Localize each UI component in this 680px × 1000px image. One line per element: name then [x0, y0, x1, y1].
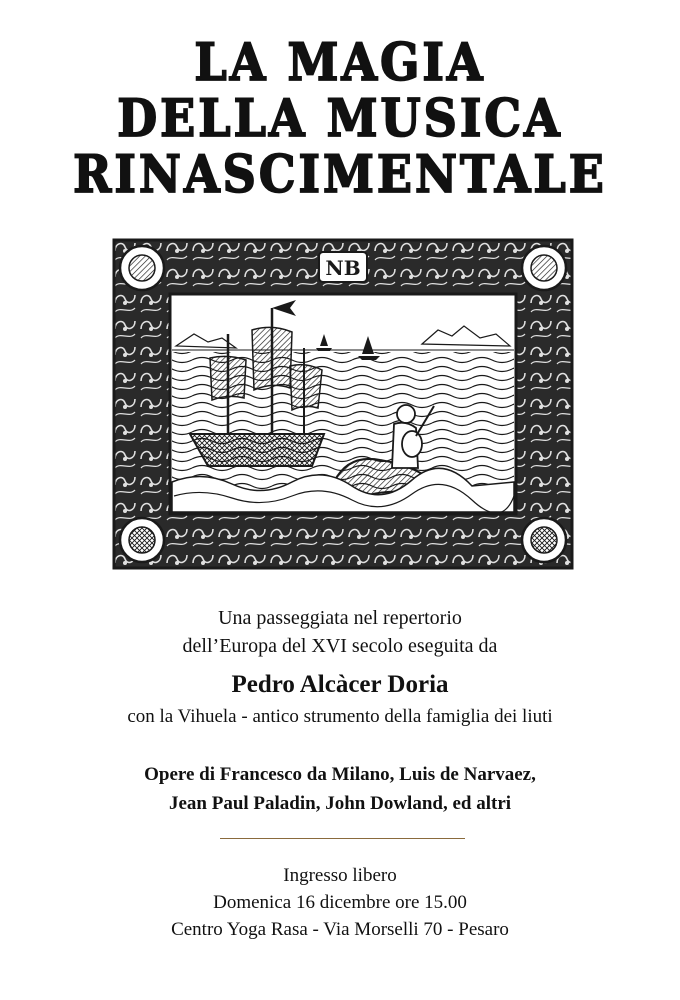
- event-info: [0, 862, 680, 943]
- intro-text: [0, 604, 680, 660]
- instrument-description: con la Vihuela - antico strumento della famiglia dei liuti: [127, 706, 553, 727]
- intro-line-2: dell’Europa del XVI secolo eseguita da: [182, 635, 498, 657]
- woodcut-illustration: [112, 238, 574, 570]
- sea-scene: [172, 296, 514, 513]
- intro-line-1: Una passeggiata nel repertorio: [218, 607, 462, 629]
- event-venue: Centro Yoga Rasa - Via Morselli 70 - Pesaro: [171, 919, 509, 940]
- event-date: Domenica 16 dicembre ore 15.00: [213, 892, 467, 913]
- works-line-1: Opere di Francesco da Milano, Luis de Narvaez,: [144, 764, 536, 785]
- title-line-3: RINASCIMENTALE: [73, 143, 607, 205]
- entry-fee: Ingresso libero: [283, 865, 397, 886]
- poster-title: [0, 31, 680, 205]
- title-line-1: LA MAGIA: [194, 31, 486, 93]
- works-line-2: Jean Paul Paladin, John Dowland, ed altri: [168, 793, 512, 814]
- works-list: [0, 760, 680, 818]
- divider-rule: [220, 838, 465, 839]
- monogram-shield: [319, 252, 367, 282]
- svg-text:NB: NB: [325, 256, 361, 280]
- title-line-2: DELLA MUSICA: [117, 87, 563, 149]
- artist-name: Pedro Alcàcer Doria: [231, 671, 449, 698]
